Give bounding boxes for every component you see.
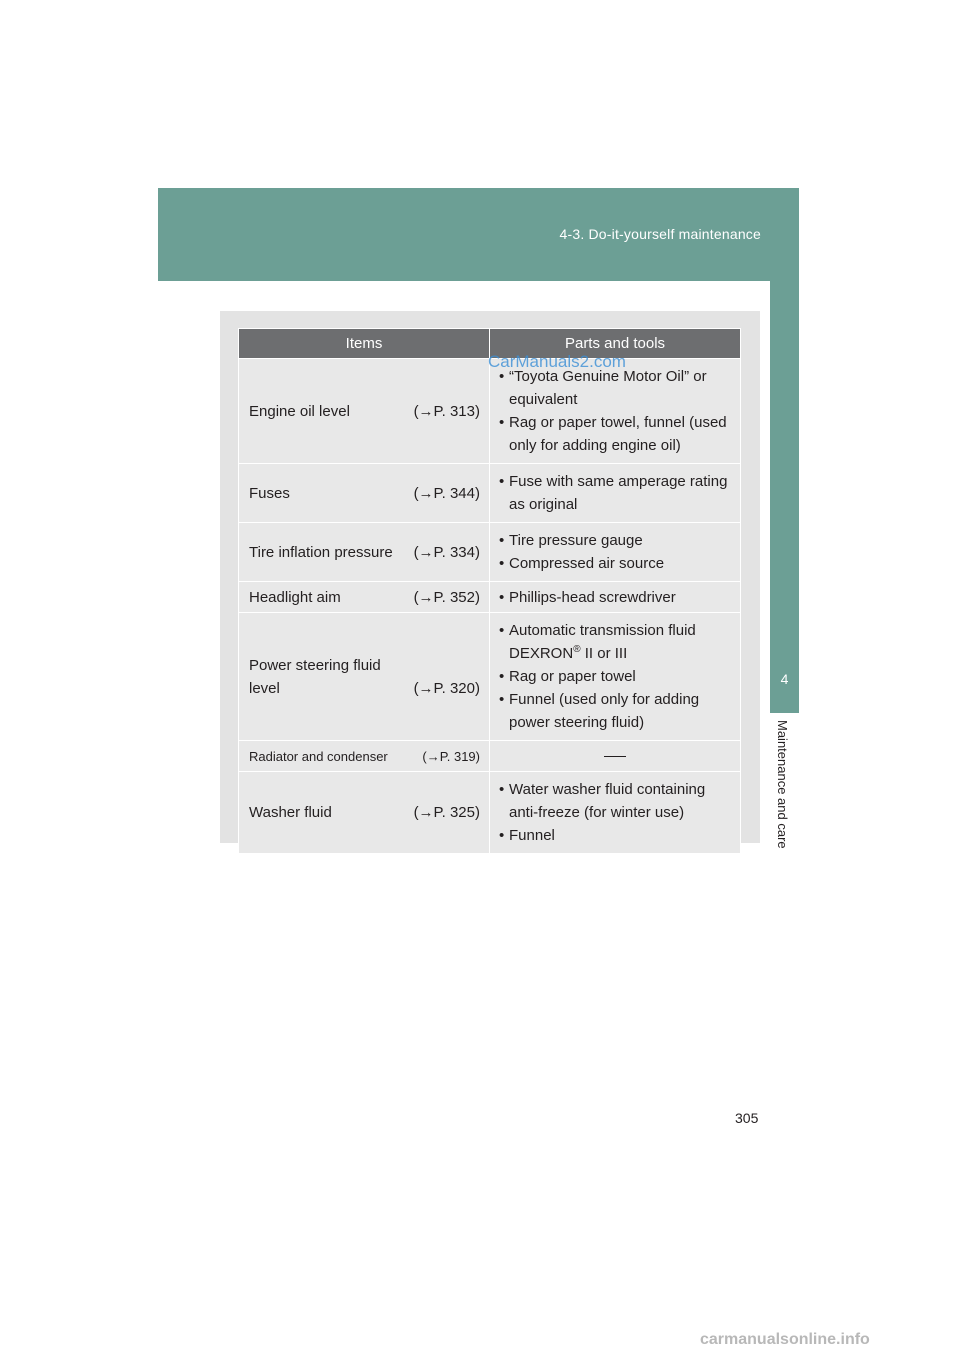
item-name: Washer fluid	[249, 804, 332, 821]
item-name: Fuses	[249, 484, 290, 502]
table-row	[239, 772, 741, 854]
item-cell	[239, 613, 490, 741]
page-reference: (→P. 352)	[413, 588, 480, 606]
dash-mark	[604, 756, 626, 757]
item-cell	[239, 359, 490, 464]
parts-cell	[490, 582, 741, 613]
page-number: 305	[735, 1110, 759, 1126]
parts-cell	[490, 523, 741, 582]
parts-table	[238, 328, 741, 854]
parts-cell	[490, 772, 741, 854]
page-reference: (→P. 344)	[413, 484, 480, 502]
parts-cell	[490, 464, 741, 523]
item-cell	[239, 772, 490, 854]
table-row	[239, 523, 741, 582]
item-name: Radiator and condenser	[249, 748, 388, 764]
footer-site: carmanualsonline.info	[700, 1331, 870, 1348]
list-item: • Water washer fluid containing anti-freeze (for winter use)	[499, 778, 736, 824]
list-item: • Rag or paper towel, funnel (used only for adding engine oil)	[499, 411, 736, 457]
item-name-line: Power steering fluid	[249, 656, 381, 674]
chapter-label	[770, 720, 799, 870]
list-item: • Compressed air source	[499, 552, 736, 575]
table-row	[239, 464, 741, 523]
list-item: • Funnel	[499, 824, 736, 847]
parts-cell	[490, 359, 741, 464]
table-row	[239, 613, 741, 741]
item-name	[249, 654, 381, 700]
section-title: 4-3. Do-it-yourself maintenance	[559, 226, 761, 242]
page-reference: (→P. 319)	[422, 748, 480, 764]
page-reference: (→P. 313)	[413, 402, 480, 420]
item-name: Tire inflation pressure	[249, 543, 393, 561]
page-reference: (→P. 334)	[413, 543, 480, 561]
chapter-number: 4	[780, 671, 789, 687]
table-row	[239, 582, 741, 613]
chapter-tab	[770, 281, 799, 713]
column-header-items: Items	[239, 329, 490, 359]
page-reference: (→P. 325)	[413, 804, 480, 821]
section-header	[158, 188, 799, 281]
item-cell	[239, 464, 490, 523]
parts-cell	[490, 613, 741, 741]
list-item: • Phillips-head screwdriver	[499, 586, 736, 609]
list-item: • Tire pressure gauge	[499, 529, 736, 552]
watermark: CarManuals2.com	[488, 352, 626, 371]
item-name: Engine oil level	[249, 402, 350, 420]
list-item: • Fuse with same amperage rating as original	[499, 470, 736, 516]
list-item: • “Toyota Genuine Motor Oil” or equivalent	[499, 365, 736, 411]
parts-cell-empty	[490, 741, 741, 772]
item-name-line: level	[249, 679, 280, 697]
list-item-text: II or III	[580, 645, 628, 662]
item-cell	[239, 741, 490, 772]
page-reference: (→P. 320)	[413, 679, 480, 697]
column-header-parts: Parts and tools	[490, 329, 741, 359]
list-item-text: Automatic transmission fluid DEXRON	[509, 622, 696, 662]
table-row	[239, 359, 741, 464]
registered-mark: ®	[573, 644, 581, 655]
item-cell	[239, 523, 490, 582]
chapter-label-text: Maintenance and care	[775, 720, 790, 849]
list-item: • Rag or paper towel	[499, 665, 736, 688]
table-row	[239, 741, 741, 772]
list-item: • Funnel (used only for adding power steering fluid)	[499, 688, 736, 734]
list-item	[499, 619, 736, 665]
item-name: Headlight aim	[249, 588, 341, 606]
item-cell	[239, 582, 490, 613]
